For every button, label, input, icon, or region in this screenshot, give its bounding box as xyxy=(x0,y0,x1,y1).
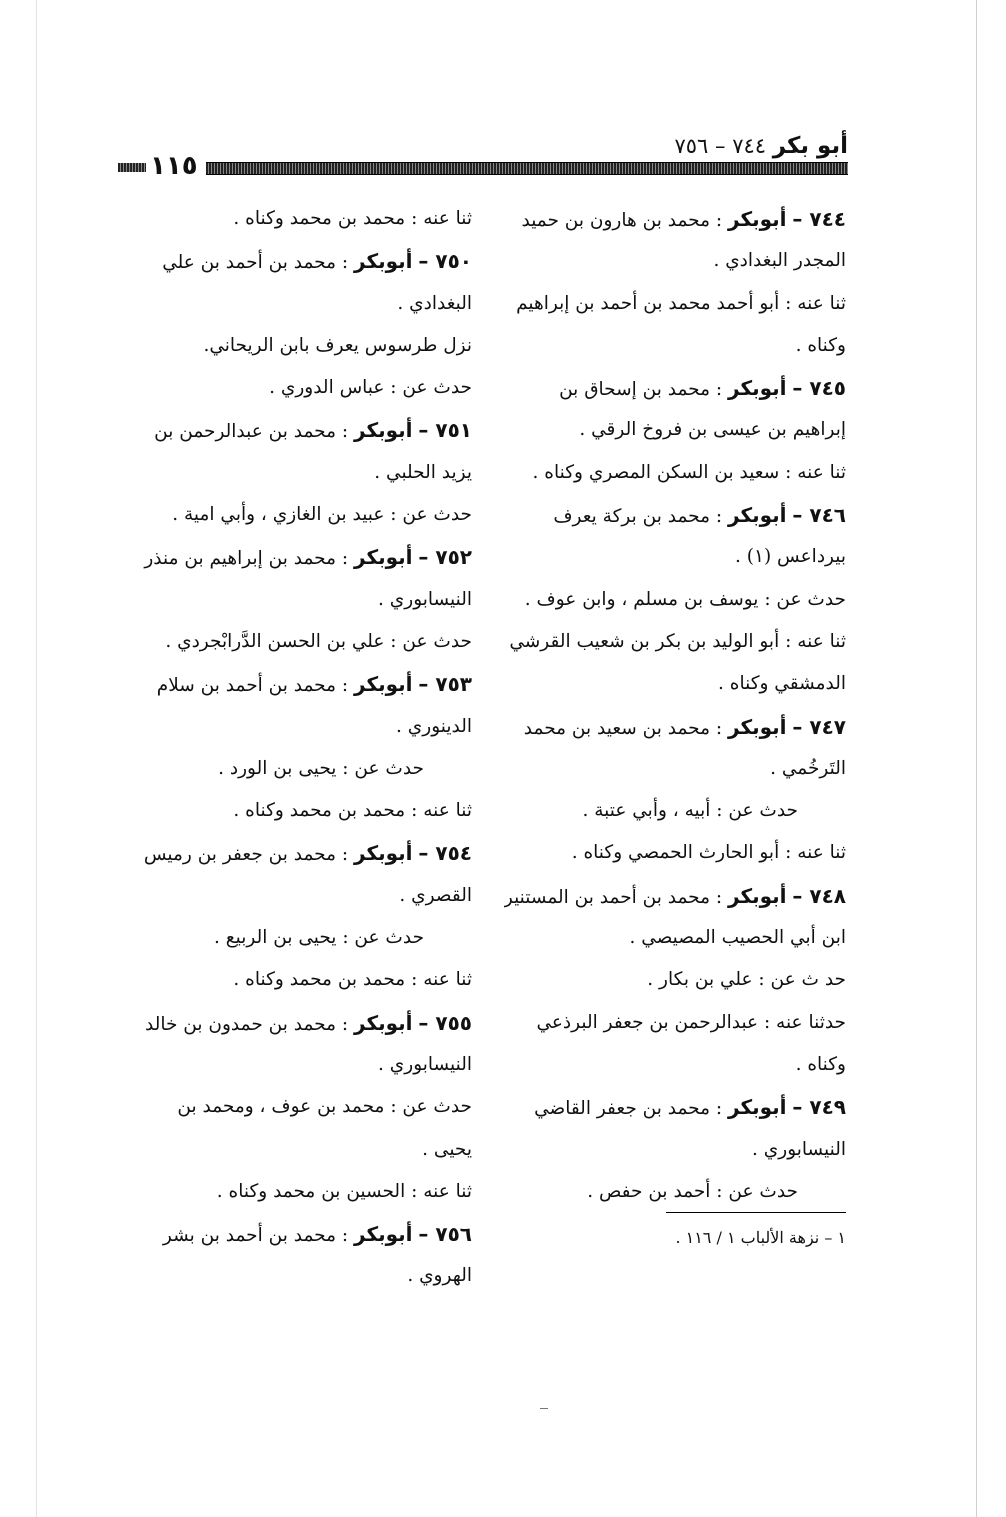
text-line: حدث عن : يحيى بن الورد . xyxy=(218,757,424,779)
text-line: وكناه . xyxy=(795,334,846,356)
text-line: ثنا عنه : الحسين بن محمد وكناه . xyxy=(216,1180,472,1202)
text-line: النيسابوري . xyxy=(378,1053,472,1075)
entry-name: : محمد بن جعفر بن رميس xyxy=(143,844,355,866)
entry-number: ٧٥٣ – xyxy=(418,672,472,697)
running-title xyxy=(674,132,848,160)
entry-number: ٧٤٥ – xyxy=(792,376,846,401)
text-line: ثنا عنه : أبو أحمد محمد بن أحمد بن إبراهيم xyxy=(516,292,846,314)
entry-heading xyxy=(127,1002,472,1044)
entry-name: : محمد بن سعيد بن محمد xyxy=(523,717,729,739)
text-line: ثنا عنه : محمد بن محمد وكناه . xyxy=(233,969,472,991)
text-line: يحيى . xyxy=(422,1138,472,1160)
entry-keyword: أبوبكر xyxy=(354,1010,413,1035)
entry-name: : محمد بن أحمد بن علي xyxy=(162,252,355,274)
text-line: ثنا عنه : أبو الحارث الحمصي وكناه . xyxy=(571,842,846,864)
text-line: إبراهيم بن عيسى بن فروخ الرقي . xyxy=(579,419,846,441)
entry-heading xyxy=(127,409,472,451)
text-line: حدث عن : يوسف بن مسلم ، وابن عوف . xyxy=(524,588,846,610)
entry-keyword: أبوبكر xyxy=(728,376,787,401)
text-line: حدث عن : محمد بن عوف ، ومحمد بن xyxy=(177,1096,472,1118)
entry-name: : محمد بن أحمد بن سلام xyxy=(156,675,355,697)
entry-heading xyxy=(127,536,472,578)
entry-heading xyxy=(504,494,846,536)
text-line: النيسابوري . xyxy=(378,588,472,610)
entry-name: : محمد بن إسحاق بن xyxy=(559,379,729,401)
entry-heading xyxy=(504,706,846,748)
text-line: الدينوري . xyxy=(396,715,472,737)
entry-name: : محمد بن جعفر القاضي xyxy=(534,1098,729,1120)
text-line: القصري . xyxy=(399,884,472,906)
entry-number: ٧٥٤ – xyxy=(418,841,472,866)
text-line: ثنا عنه : محمد بن محمد وكناه . xyxy=(233,800,472,822)
entry-heading xyxy=(127,240,472,282)
text-line: حدث عن : أبيه ، وأبي عتبة . xyxy=(582,800,798,822)
header-rule xyxy=(206,162,848,175)
entry-keyword: أبوبكر xyxy=(354,249,413,274)
right-column xyxy=(504,198,846,1213)
entry-keyword: أبوبكر xyxy=(728,883,787,908)
entry-name: : محمد بن هارون بن حميد xyxy=(521,210,729,231)
running-title-name: أبو بكر xyxy=(772,133,848,159)
text-line: بيرداعس (١) . xyxy=(735,546,846,568)
text-line: الدمشقي وكناه . xyxy=(718,673,846,695)
entry-keyword: أبوبكر xyxy=(728,207,787,231)
text-line: وكناه . xyxy=(795,1053,846,1075)
text-line: حدث عن : عباس الدوري . xyxy=(269,377,472,399)
text-line: البغدادي . xyxy=(397,292,472,314)
text-line: حدث عن : علي بن الحسن الدَّرابْجردي . xyxy=(165,630,472,652)
entry-number: ٧٥٢ – xyxy=(418,545,472,570)
entry-name: : محمد بن إبراهيم بن منذر xyxy=(144,548,355,570)
entry-heading xyxy=(504,367,846,409)
entry-heading xyxy=(127,832,472,874)
entry-number: ٧٤٧ – xyxy=(792,714,846,739)
text-line: ابن أبي الحصيب المصيصي . xyxy=(629,927,846,949)
running-title-range: ٧٤٤ – ٧٥٦ xyxy=(674,134,767,158)
entry-keyword: أبوبكر xyxy=(354,545,413,570)
text-line: النيسابوري . xyxy=(752,1138,846,1160)
page-number: ١١٥ xyxy=(150,151,198,181)
text-line: التَرخُمي . xyxy=(770,757,846,779)
entry-number: ٧٥٦ – xyxy=(418,1222,472,1247)
entry-name: : محمد بن أحمد بن المستنير xyxy=(504,886,729,908)
scan-mark xyxy=(540,1408,548,1409)
text-line: حدث عن : عبيد بن الغازي ، وأبي امية . xyxy=(172,504,472,526)
entry-number: ٧٤٤ – xyxy=(792,207,846,231)
entry-number: ٧٤٨ – xyxy=(792,883,846,908)
text-line: حدثنا عنه : عبدالرحمن بن جعفر البرذعي xyxy=(536,1011,846,1033)
page-number-rule xyxy=(118,163,146,172)
entry-name: : محمد بن عبدالرحمن بن xyxy=(154,421,355,443)
entry-heading xyxy=(127,1213,472,1255)
entry-number: ٧٥١ – xyxy=(418,418,472,443)
entry-keyword: أبوبكر xyxy=(728,503,787,528)
entry-keyword: أبوبكر xyxy=(354,841,413,866)
entry-keyword: أبوبكر xyxy=(728,1095,787,1120)
entry-name: : محمد بن أحمد بن بشر xyxy=(162,1225,355,1247)
entry-number: ٧٤٦ – xyxy=(792,503,846,528)
text-line: حد ث عن : علي بن بكار . xyxy=(647,969,846,991)
scan-edge-line xyxy=(976,0,977,1517)
entry-number: ٧٥٠ – xyxy=(418,249,472,274)
entry-keyword: أبوبكر xyxy=(728,714,787,739)
entry-name: : محمد بن حمدون بن خالد xyxy=(144,1013,355,1035)
text-line: المجدر البغدادي . xyxy=(713,250,846,272)
entry-heading xyxy=(504,198,846,240)
text-line: ثنا عنه : محمد بن محمد وكناه . xyxy=(233,208,472,229)
text-line: الهروي . xyxy=(407,1265,472,1287)
text-line: نزل طرسوس يعرف بابن الريحاني. xyxy=(203,334,472,356)
entry-heading xyxy=(504,1086,846,1128)
page-header xyxy=(118,132,848,181)
entry-keyword: أبوبكر xyxy=(354,1222,413,1247)
footnote-rule xyxy=(666,1212,846,1213)
footnote: ١ – نزهة الألباب ١ / ١١٦ . xyxy=(675,1228,846,1247)
entry-name: : محمد بن بركة يعرف xyxy=(553,506,729,528)
text-line: يزيد الحلبي . xyxy=(374,461,472,483)
text-line: حدث عن : أحمد بن حفص . xyxy=(587,1180,798,1202)
text-line: حدث عن : يحيى بن الربيع . xyxy=(214,927,424,949)
entry-keyword: أبوبكر xyxy=(354,418,413,443)
entry-heading xyxy=(504,875,846,917)
entry-number: ٧٤٩ – xyxy=(792,1095,846,1120)
left-column xyxy=(127,198,472,1298)
entry-heading xyxy=(127,663,472,705)
text-line: ثنا عنه : أبو الوليد بن بكر بن شعيب القرشي xyxy=(509,630,846,652)
entry-number: ٧٥٥ – xyxy=(418,1010,472,1035)
text-line: ثنا عنه : سعيد بن السكن المصري وكناه . xyxy=(532,461,846,483)
entry-keyword: أبوبكر xyxy=(354,672,413,697)
scan-edge-line xyxy=(36,0,37,1517)
